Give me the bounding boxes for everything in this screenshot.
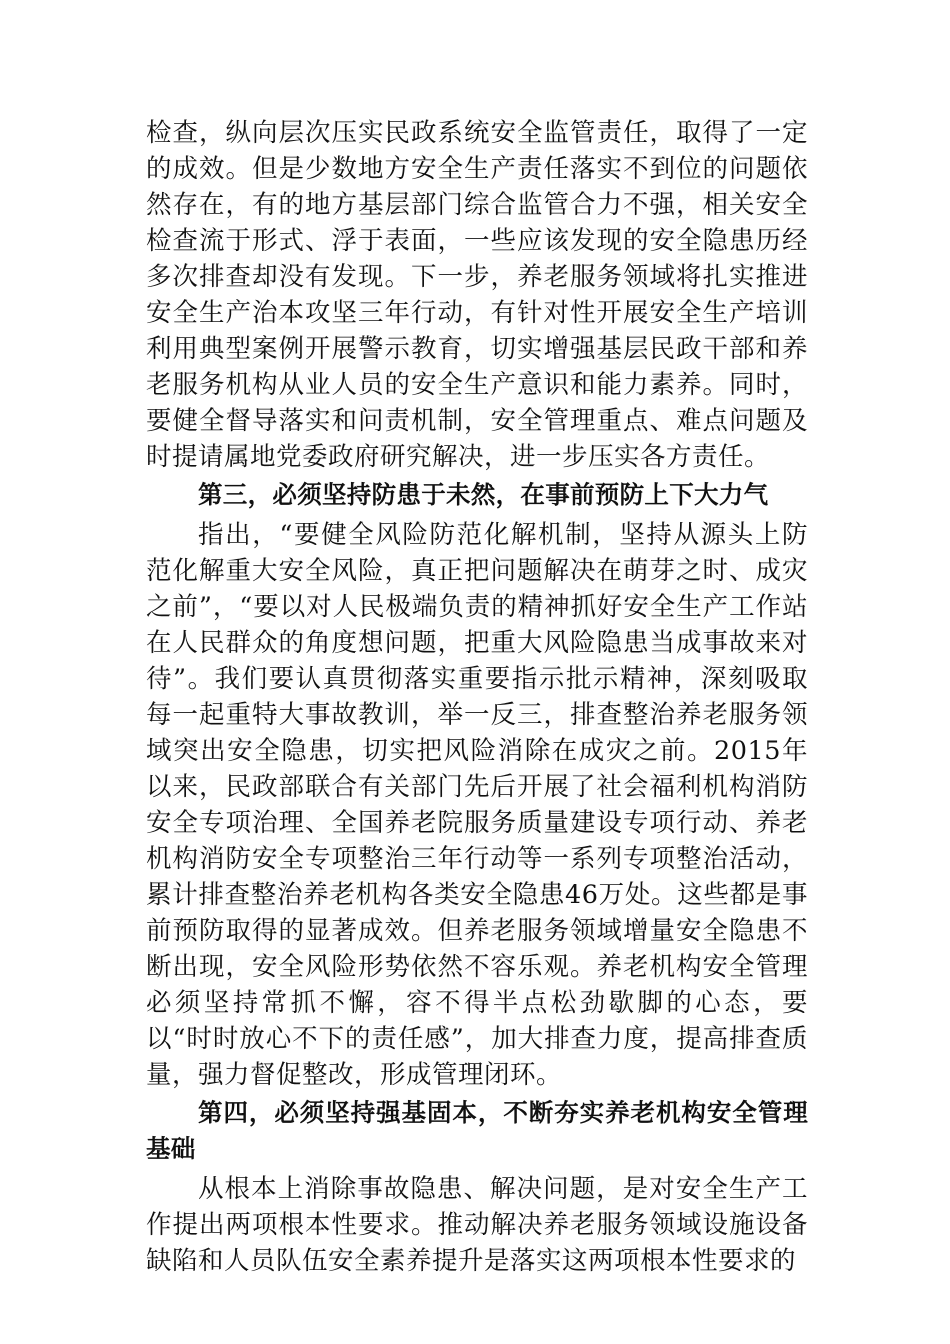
paragraph-3: 从根本上消除事故隐患、解决问题，是对安全生产工作提出两项根本性要求。推动解决养老服务领域设施设备缺陷和人员队伍安全素养提升是落实这两项根本性要求的 bbox=[146, 1174, 808, 1276]
paragraph-1: 检查，纵向层次压实民政系统安全监管责任，取得了一定的成效。但是少数地方安全生产责任落实不到位的问题依然存在，有的地方基层部门综合监管合力不强，相关安全检查流于形式、浮于表面，一些应该发现的安全隐患历经多次排查却没有发现。下一步，养老服务领域将扎实推进安全生产治本攻坚三年行动，有针对性开展安全生产培训利用典型案例开展警示教育，切实增强基层民政干部和养老服务机构从业人员的安全生产意识和能力素养。同时，要健全督导落实和问责机制，安全管理重点、难点问题及时提请属地党委政府研究解决，进一步压实各方责任。 bbox=[146, 118, 808, 472]
section-heading-3: 第三，必须坚持防患于未然，在事前预防上下大力气 bbox=[198, 480, 769, 509]
paragraph-2: 指出，“要健全风险防范化解机制，坚持从源头上防范化解重大安全风险，真正把问题解决在萌芽之时、成灾之前”，“要以对人民极端负责的精神抓好安全生产工作站在人民群众的角度想问题，把重大风险隐患当成事故来对待”。我们要认真贯彻落实重要指示批示精神，深刻吸取每一起重特大事故教训，举一反三，排查整治养老服务领域突出安全隐患，切实把风险消除在成灾之前。2015年以来，民政部联合有关部门先后开展了社会福利机构消防安全专项治理、全国养老院服务质量建设专项行动、养老机构消防安全专项整治三年行动等一系列专项整治活动，累计排查整治养老机构各类安全隐患46万处。这些都是事前预防取得的显著成效。但养老服务领域增量安全隐患不断出现，安全风险形势依然不容乐观。养老机构安全管理必须坚持常抓不懈，容不得半点松劲歇脚的心态，要以“时时放心不下的责任感”，加大排查力度，提高排查质量，强力督促整改，形成管理闭环。 bbox=[146, 520, 808, 1090]
section-heading-4: 第四，必须坚持强基固本，不断夯实养老机构安全管理基础 bbox=[146, 1098, 808, 1163]
document-body bbox=[146, 115, 808, 1279]
